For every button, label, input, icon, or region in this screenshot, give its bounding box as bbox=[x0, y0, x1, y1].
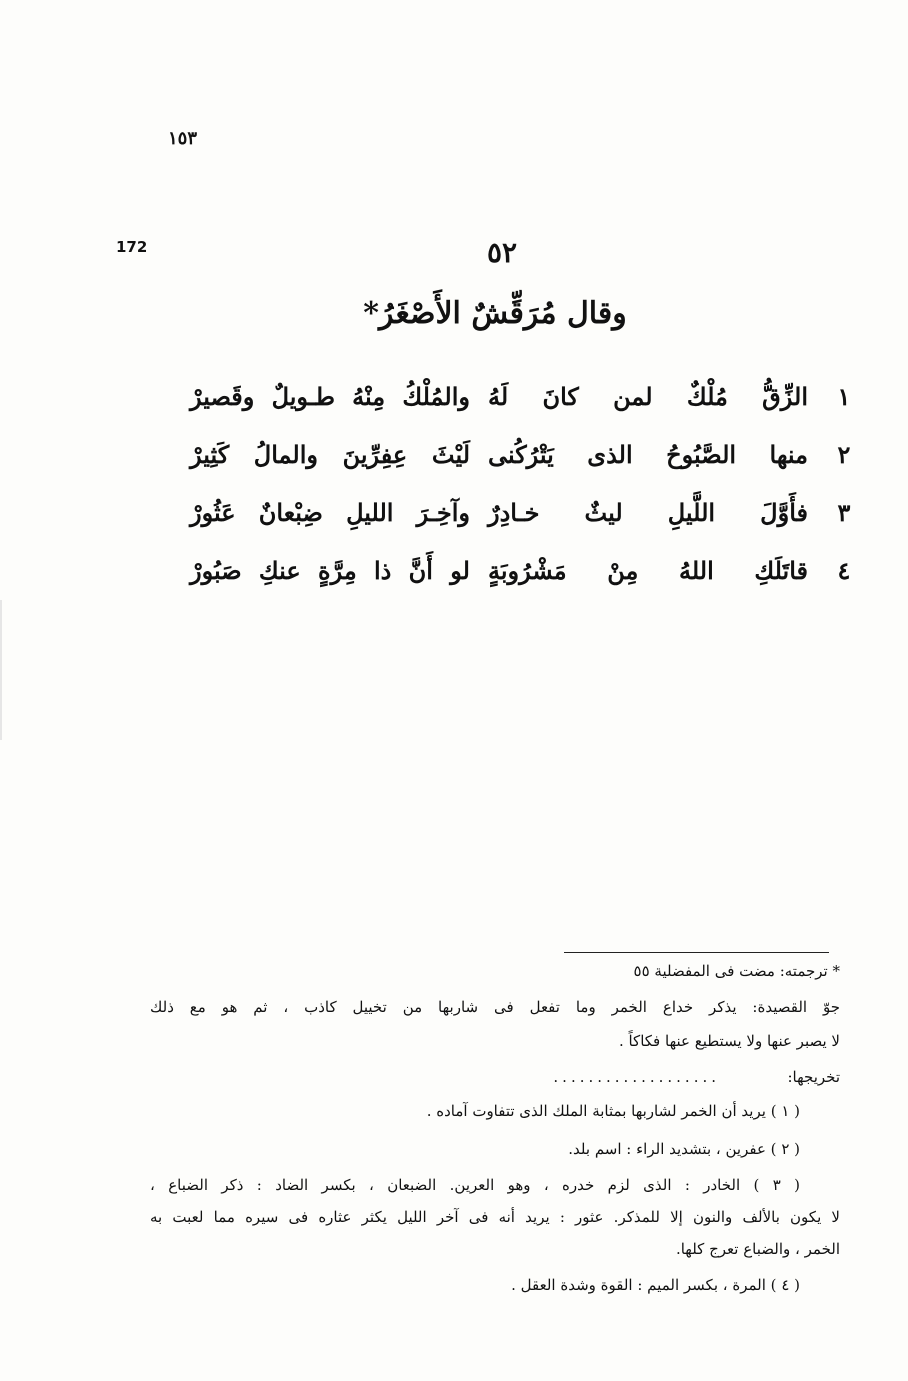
verse-3 bbox=[190, 498, 860, 538]
verse-first-hemistich: قاتَلَكِ اللهُ مِنْ مَشْرُوبَةٍ bbox=[488, 556, 808, 585]
verse-number: ٤ bbox=[837, 556, 851, 585]
note-jaw-line-2: لا يصبر عنها ولا يستطيع عنها فكاكاً . bbox=[618, 1032, 840, 1050]
verse-number: ٣ bbox=[837, 498, 851, 527]
verse-second-hemistich: وآخِـرَ الليلِ ضِبْعانٌ عَثُورْ bbox=[190, 498, 470, 527]
verse-second-hemistich: والمُلْكُ مِنْهُ طـويلٌ وقَصيرْ bbox=[190, 382, 470, 411]
poem-title: وقال مُرَقِّشٌ الأَصْغَرُ* bbox=[363, 296, 627, 331]
verse-number: ١ bbox=[837, 382, 851, 411]
verse-4 bbox=[190, 556, 860, 596]
footnote-divider bbox=[564, 952, 829, 953]
scan-edge bbox=[0, 600, 2, 740]
verse-first-hemistich: فأَوَّلَ اللَّيلِ ليثٌ خـادِرٌ bbox=[488, 498, 808, 527]
note-2: ( ٢ ) عفرين ، بتشديد الراء : اسم بلد. bbox=[568, 1140, 800, 1158]
verse-first-hemistich: منها الصَّبُوحُ الذى يَتْرُكُنى bbox=[488, 440, 808, 469]
verse-second-hemistich: لَيْثَ عِفِرِّينَ والمالُ كَثِيرْ bbox=[190, 440, 470, 469]
note-3-line-1: ( ٣ ) الخادر : الذى لزم خدره ، وهو العرين. الضبعان ، بكسر الضاد : ذكر الضباع ، bbox=[150, 1176, 800, 1194]
verse-1 bbox=[190, 382, 860, 422]
note-3-line-3: الخمر ، والضباع تعرج كلها. bbox=[675, 1240, 840, 1258]
verse-number: ٢ bbox=[837, 440, 851, 469]
note-tarjama: * ترجمته: مضت فى المفضلية ٥٥ bbox=[633, 962, 840, 980]
note-3-line-2: لا يكون بالألف والنون إلا للمذكر. عثور : يريد أنه فى آخر الليل يكثر عثاره فى سيره مما لعبت به bbox=[150, 1208, 840, 1226]
note-1: ( ١ ) يريد أن الخمر لشاربها بمثابة الملك الذى تتفاوت آماده . bbox=[426, 1102, 800, 1120]
note-takhrij-label: تخريجها: bbox=[787, 1068, 840, 1086]
poem-number: ٥٢ bbox=[486, 236, 518, 269]
note-4: ( ٤ ) المرة ، بكسر الميم : القوة وشدة العقل . bbox=[511, 1276, 800, 1294]
verse-2 bbox=[190, 440, 860, 480]
note-takhrij-dots: ................... bbox=[553, 1068, 720, 1086]
original-page-number: 172 bbox=[116, 238, 148, 256]
verse-second-hemistich: لو أَنَّ ذا مِرَّةٍ عنكِ صَبُورْ bbox=[190, 556, 470, 585]
page-number: ١٥٣ bbox=[168, 128, 198, 149]
verse-first-hemistich: الزِّقُّ مُلْكٌ لمن كانَ لَهُ bbox=[488, 382, 808, 411]
note-jaw-line-1: جوّ القصيدة: يذكر خداع الخمر وما تفعل فى شاربها من تخييل كاذب ، ثم هو مع ذلك bbox=[150, 998, 840, 1016]
